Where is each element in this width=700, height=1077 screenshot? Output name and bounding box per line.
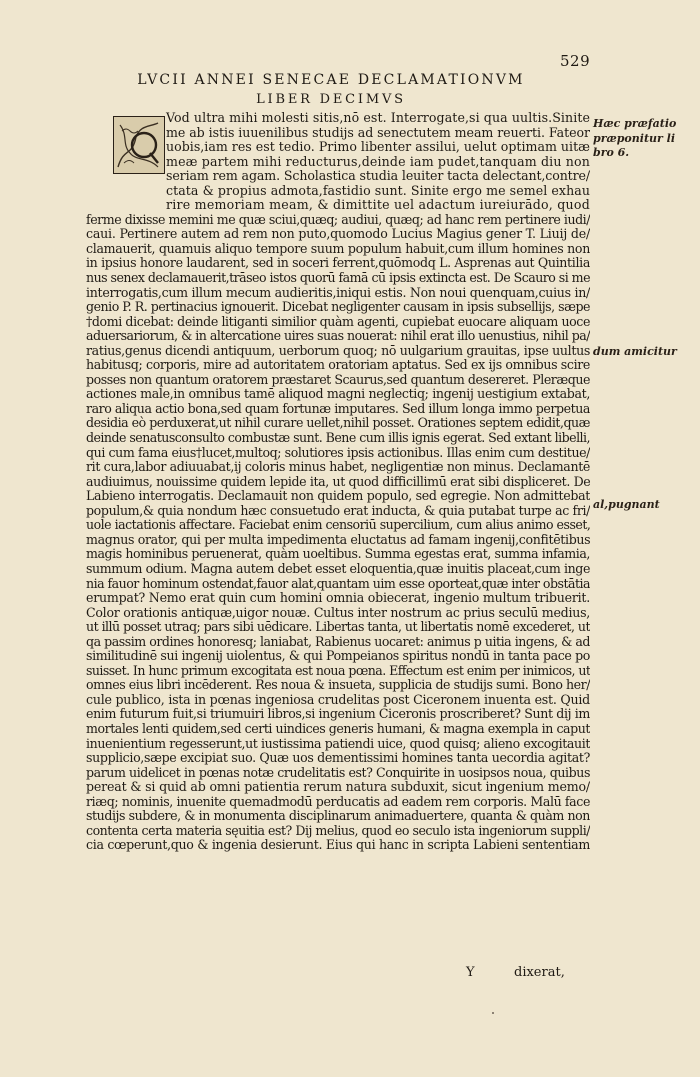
- decorated-initial: [113, 116, 165, 174]
- text-line: populum,& quia nondum hæc consuetudo erat inducta, & quia putabat turpe ac fri/: [86, 503, 590, 518]
- text-line: ctata & propius admota,fastidio sunt. Sinite ergo me semel exhau: [166, 183, 590, 198]
- text-line: qa passim ordines honoresq; laniabat, Rabienus uocaret: animus p uitia ingens, & ad: [86, 634, 590, 649]
- text-line: contenta certa materia sęuitia est? Dij melius, quod eo seculo ista ingeniorum suppli/: [86, 823, 590, 838]
- running-header-subtitle: LIBER DECIMVS: [256, 92, 406, 107]
- marginal-note-line: al,pugnant: [593, 498, 660, 511]
- text-line: ratius,genus dicendi antiquum, uerborum quoq; nō uulgarium grauitas, ipse uultus: [86, 343, 590, 358]
- marginal-note-line: Hæc præfatio: [593, 117, 677, 130]
- text-line: omnes eius libri incēderent. Res noua & insueta, supplicia de studijs sumi. Bono her/: [86, 678, 590, 693]
- text-line: studijs subdere, & in monumenta disciplinarum animaduertere, quanta & quàm non: [86, 809, 590, 824]
- text-line: qui cum fama eius†lucet,multoq; solutiores ipsis actionibus. Illas enim cum destitue/: [86, 445, 590, 460]
- text-line: summum odium. Magna autem debet esset eloquentia,quæ inuitis placeat,cum inge: [86, 561, 590, 576]
- page-mark: [492, 1012, 494, 1014]
- signature-mark: Y: [466, 965, 475, 980]
- text-line: rit cura,labor adiuuabat,ij coloris minus habet, negligentiæ non minus. Declamantē: [86, 460, 590, 475]
- text-line: actiones male,in omnibus tamē aliquod magni neglectiq; ingenij uestigium extabat,: [86, 387, 590, 402]
- text-line: similitudinē sui ingenij uiolentus, & qui Pompeianos spiritus nondū in tanta pace po: [86, 649, 590, 664]
- text-line: nia fauor hominum ostendat,fauor alat,quantam uim esse oporteat,quæ inter obstātia: [86, 576, 590, 591]
- text-line: me ab istis iuuenilibus studijs ad senectutem meam reuerti. Fateor: [166, 125, 590, 140]
- marginal-note-line: bro 6.: [593, 146, 630, 159]
- text-line: pereat & si quid ab omni patientia rerum natura subduxit, sicut ingenium memo/: [86, 780, 590, 795]
- text-line: audiuimus, nouissime quidem lepide ita, ut quod difficillimū erat sibi displiceret. De: [86, 474, 590, 489]
- marginal-note-line: præponitur li: [593, 131, 676, 145]
- text-line: Color orationis antiquæ,uigor nouæ. Cultus inter nostrum ac prius seculū medius,: [86, 605, 590, 620]
- marginal-note-3: [593, 498, 693, 513]
- text-line: Labieno interrogatis. Declamauit non quidem populo, sed egregie. Non admittebat: [86, 489, 590, 504]
- text-line: deinde senatusconsulto combustæ sunt. Bene cum illis ignis egerat. Sed extant libelli,: [86, 431, 590, 446]
- text-line: seriam rem agam. Scholastica studia leuiter tacta delectant,contre/: [166, 169, 590, 184]
- text-line: ut illū posset utraq; pars sibi uēdicare. Libertas tanta, ut libertatis nomē excederet, ut: [86, 620, 590, 635]
- text-line: ferme dixisse memini me quæ sciui,quæq; audiui, quæq; ad hanc rem pertinere iudi/: [86, 212, 590, 227]
- text-line: meæ partem mihi reducturus,deinde iam pudet,tanquam diu non: [166, 154, 590, 169]
- text-line: rire memoriam meam, & dimittite uel adactum iureiurādo, quod: [166, 198, 590, 213]
- text-line: uole iactationis affectare. Faciebat enim censoriū supercilium, cum alius animo esset,: [86, 518, 590, 533]
- text-line: desidia eò perduxerat,ut nihil curare uellet,nihil posset. Orationes septem edidit,quæ: [86, 416, 590, 431]
- page-number: 529: [560, 52, 591, 70]
- text-line: clamauerit, quamuis aliquo tempore suum populum habuit,cum illum homines non: [86, 241, 590, 256]
- text-line: caui. Pertinere autem ad rem non puto,quomodo Lucius Magius gener T. Liuij de/: [86, 227, 590, 242]
- running-header-title: LVCII ANNEI SENECAE DECLAMATIONVM: [137, 72, 525, 88]
- text-line: cule publico, ista in pœnas ingeniosa crudelitas post Ciceronem inuenta est. Quid: [86, 692, 590, 707]
- text-line: genio P. R. pertinacius ignouerit. Dicebat negligenter causam in ipsis subsellijs, sæpe: [86, 300, 590, 315]
- marginal-note-line: dum amicitur: [593, 345, 677, 358]
- main-text-block: [86, 111, 590, 853]
- text-line: Vod ultra mihi molesti sitis,nō est. Interrogate,si qua uultis.Sinite: [166, 111, 590, 125]
- text-line: raro aliqua actio bona,sed quam fortunæ imputares. Sed illum longa immo perpetua: [86, 401, 590, 416]
- text-line: cia cœperunt,quo & ingenia desierunt. Eius qui hanc in scripta Labieni sententiam: [86, 838, 590, 853]
- catchword: dixerat,: [514, 965, 565, 980]
- text-line: posses non quantum oratorem præstaret Scaurus,sed quantum desereret. Pleræque: [86, 372, 590, 387]
- text-line: mortales lenti quidem,sed certi uindices generis humani, & magna exempla in caput: [86, 721, 590, 736]
- text-line: supplicio,sæpe excipiat suo. Quæ uos dementissimi homines tanta uecordia agitat?: [86, 751, 590, 766]
- text-line: nus senex declamauerit,trāseo istos quorū famā cū ipsis extincta est. De Scauro si me: [86, 271, 590, 286]
- ornament-icon: [114, 117, 164, 173]
- marginal-note-1: [593, 117, 693, 161]
- text-line: enim futurum fuit,si triumuiri libros,si ingenium Ciceronis proscriberet? Sunt dij im: [86, 707, 590, 722]
- text-line: uobis,iam res est tedio. Primo libenter assilui, uelut optimam uitæ: [166, 140, 590, 155]
- text-line: in ipsius honore laudarent, sed in soceri ferrent,quōmodq L. Asprenas aut Quintilia: [86, 256, 590, 271]
- text-line: aduersariorum, & in altercatione uires suas nouerat: nihil erat illo uenustius, nihil pa/: [86, 329, 590, 344]
- text-line: parum uidelicet in pœnas notæ crudelitatis est? Conquirite in uosipsos noua, quibus: [86, 765, 590, 780]
- marginal-note-2: [593, 345, 693, 360]
- text-line: magis hominibus peruenerat, quàm uoeltibus. Summa egestas erat, summa infamia,: [86, 547, 590, 562]
- text-line: habitusq; corporis, mire ad autoritatem oratoriam aptatus. Sed ex ijs omnibus scire: [86, 358, 590, 373]
- text-line: magnus orator, qui per multa impedimenta eluctatus ad famam ingenij,confitētibus: [86, 532, 590, 547]
- text-line: †domi dicebat: deinde litiganti similior quàm agenti, cupiebat euocare aliquam uoce: [86, 314, 590, 329]
- text-line: interrogatis,cum illum mecum audieritis,iniqui estis. Non noui quenquam,cuius in/: [86, 285, 590, 300]
- text-line: erumpat? Nemo erat quin cum homini omnia obiecerat, ingenio multum tribuerit.: [86, 591, 590, 606]
- text-line: inuenientium regesserunt,ut iustissima patiendi uice, quod quisq; alieno excogitauit: [86, 736, 590, 751]
- text-line: riæq; nominis, inuenite quemadmodū perducatis ad eadem rem corporis. Malū face: [86, 794, 590, 809]
- text-line: suisset. In hunc primum excogitata est noua pœna. Effectum est enim per inimicos, ut: [86, 663, 590, 678]
